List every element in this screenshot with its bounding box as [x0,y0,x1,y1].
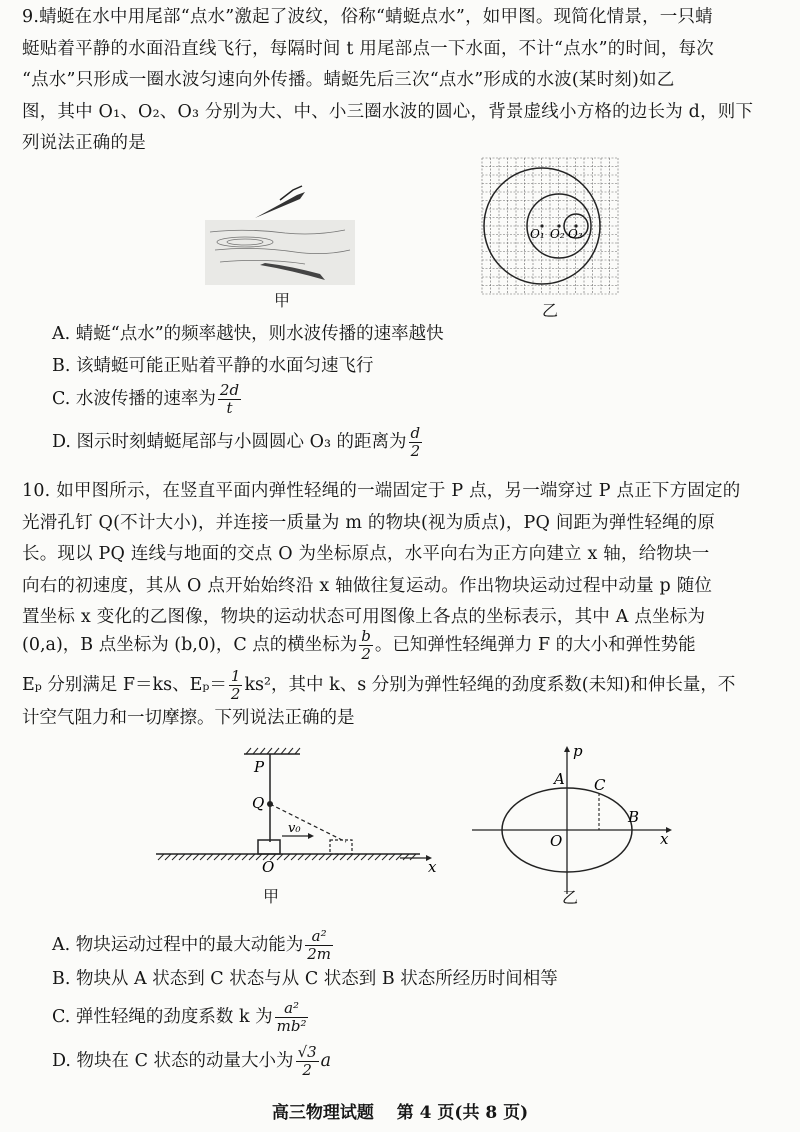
ground-hatch [361,854,367,860]
ground-hatch [312,854,318,860]
label-p: P [254,758,265,776]
label-a: A [554,770,565,788]
label-o-yi: O [550,832,563,850]
ground-hatch [165,854,171,860]
momentum-position-ellipse-graph [470,744,680,904]
ground-hatch [214,854,220,860]
ground-hatch [221,854,227,860]
ground-hatch [186,854,192,860]
label-x-jia: x [428,858,437,876]
fig-yi-caption-q10: 乙 [562,888,579,907]
label-q: Q [252,794,265,812]
ground-hatch [158,854,164,860]
label-o-jia: O [262,858,275,876]
fig-jia-caption-q10: 甲 [263,887,280,906]
q10-line-4: 向右的初速度，其从 O 点开始始终沿 x 轴做往复运动。作出物块运动过程中动量 p 随位 [22,575,713,596]
q10-line-3: 长。现以 PQ 连线与地面的交点 O 为坐标原点，水平向右为正方向建立 x 轴，给物块一 [22,544,710,564]
ground-hatch [368,854,374,860]
label-v0: v₀ [288,821,301,836]
q10-option-b: B. 物块从 A 状态到 C 状态与从 C 状态到 B 状态所经历时间相等 [52,969,558,989]
ground-hatch [298,854,304,860]
ground-hatch [333,854,339,860]
q10-line-6: (0,a)，B 点坐标为 (b,0)，C 点的横坐标为 $\frac{b}{2}$ 。已知弹性轻绳弹力 F 的大小和弹性势能 [22,627,696,663]
ground-hatch [228,854,234,860]
wave-circles-diagram [480,156,620,296]
ground-hatch [277,854,283,860]
elastic-rope-setup-diagram [150,746,450,886]
ground-hatch [354,854,360,860]
ground-hatch [242,854,248,860]
q10-line-5: 置坐标 x 变化的乙图像，物块的运动状态可用图像上各点的坐标表示，其中 A 点坐标为 [22,607,706,627]
q10-line-7: Eₚ 分别满足 F＝ks、Eₚ＝ $\frac{1}{2}$ ks²，其中 k、s 分别为弹性轻绳的劲度系数(未知)和伸长量，不 [22,667,736,703]
label-p-axis: p [573,742,583,760]
ground-hatch [291,854,297,860]
q10-line-2: 光滑孔钉 Q(不计大小)，并连接一质量为 m 的物块(视为质点)，PQ 间距为弹性轻绳的原 [22,512,716,533]
ground-hatch [284,854,290,860]
fig-jia-caption-q9: 甲 [274,291,291,310]
ground-hatch [172,854,178,860]
q9-stem [22,2,782,160]
q9-option-b: B. 该蜻蜓可能正贴着平静的水面匀速飞行 [52,356,374,376]
ground-hatch [326,854,332,860]
dragonfly-photo [205,170,355,285]
q10-option-d: D. 物块在 C 状态的动量大小为 $\frac{√3}{2}$ a [52,1043,332,1079]
q10-line-8: 计空气阻力和一切摩擦。下列说法正确的是 [22,708,355,728]
fig-yi-caption-q9: 乙 [542,301,559,320]
ground-hatch [340,854,346,860]
ground-hatch [249,854,255,860]
ground-hatch [410,854,416,860]
q9-line-3: “点水”只形成一圈水波匀速向外传播。蜻蜓先后三次“点水”形成的水波(某时刻)如乙 [22,70,675,90]
q9-option-a: A. 蜻蜓“点水”的频率越快，则水波传播的速率越快 [52,324,444,344]
q9-line-4: 图，其中 O₁、O₂、O₃ 分别为大、中、小三圈水波的圆心，背景虚线小方格的边长为 d，则下 [22,101,754,122]
q9-option-d: D. 图示时刻蜻蜓尾部与小圆圆心 O₃ 的距离为 $\frac{d}{2}$ [52,424,421,460]
ground-hatch [235,854,241,860]
ground-hatch [382,854,388,860]
q10-option-c: C. 弹性轻绳的劲度系数 k 为 $\frac{\text{a²}}{\text{mb²}}$ [52,999,307,1035]
page-footer: 高三物理试题 第 4 页(共 8 页) [271,1103,529,1123]
q9-line-2: 蜓贴着平静的水面沿直线飞行，每隔时间 t 用尾部点一下水面，不计“点水”的时间，每次 [22,38,714,59]
q9-line-1: 9.蜻蜓在水中用尾部“点水”激起了波纹，俗称“蜻蜓点水”，如甲图。现简化情景，一只蜻 [22,7,713,27]
ground-hatch [396,854,402,860]
ground-hatch [403,854,409,860]
ground-hatch [207,854,213,860]
ground-hatch [389,854,395,860]
ground-hatch [200,854,206,860]
ground-hatch [179,854,185,860]
label-b: B [628,808,640,826]
q10-line-1: 10. 如甲图所示，在竖直平面内弹性轻绳的一端固定于 P 点，另一端穿过 P 点正下方固定的 [22,481,741,501]
label-x-yi: x [660,830,669,848]
ground-hatch [193,854,199,860]
q9-option-c: C. 水波传播的速率为 $\frac{2d}{t}$ [52,381,240,417]
ground-hatch [305,854,311,860]
ground-hatch [347,854,353,860]
q10-stem [22,476,782,634]
label-o3: O₃ [568,227,583,241]
label-o2: O₂ [550,227,565,241]
q9-line-5: 列说法正确的是 [22,133,146,153]
ground-hatch [375,854,381,860]
q10-option-a: A. 物块运动过程中的最大动能为 $\frac{\text{a²}}{2m}$ [52,927,332,963]
label-o1: O₁ [530,227,545,241]
ground-hatch [319,854,325,860]
label-c: C [594,776,606,794]
